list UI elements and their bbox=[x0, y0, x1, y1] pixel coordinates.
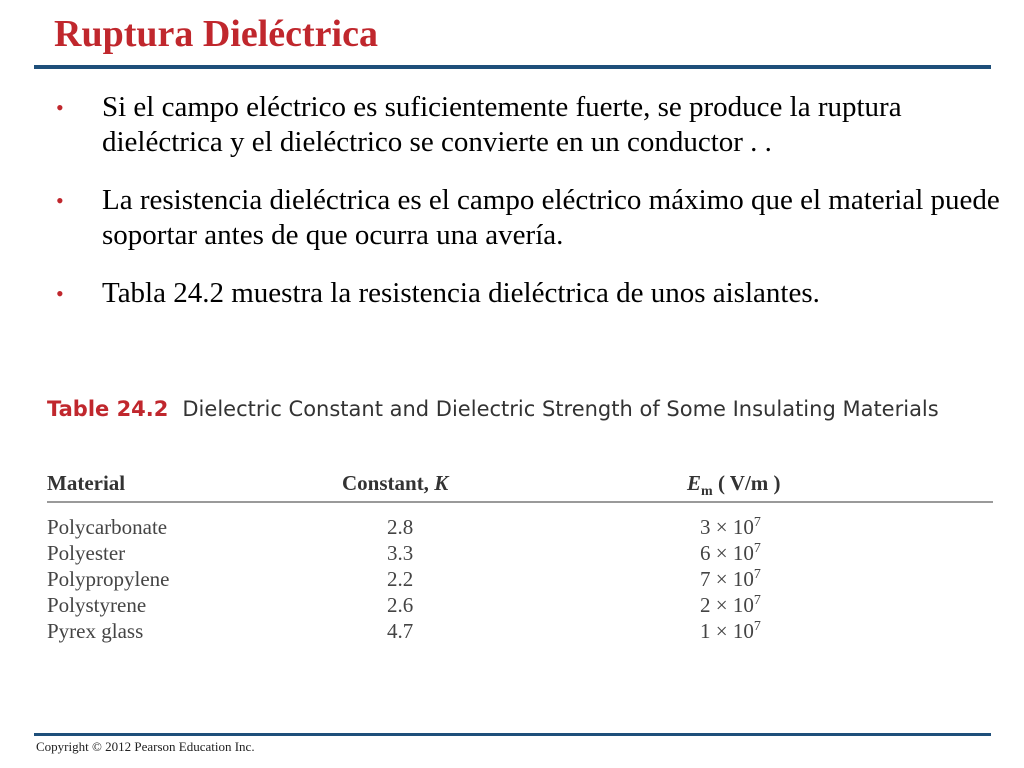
bullet-marker: • bbox=[56, 188, 64, 213]
cell-constant: 2.8 bbox=[387, 515, 414, 539]
table-row bbox=[47, 567, 993, 593]
cell-material: Polycarbonate bbox=[47, 515, 168, 539]
cell-em bbox=[700, 593, 761, 618]
title-divider bbox=[34, 65, 991, 69]
table-caption: Dielectric Constant and Dielectric Strength of Some Insulating Materials bbox=[182, 397, 939, 421]
table-header-row bbox=[47, 471, 993, 499]
cell-constant: 2.2 bbox=[387, 567, 414, 591]
header-em-symbol: E bbox=[687, 471, 702, 495]
cell-em bbox=[700, 567, 761, 592]
table-row bbox=[47, 619, 993, 645]
cell-em-mantissa: 6 × 10 bbox=[700, 541, 754, 565]
bullet-list bbox=[56, 90, 1006, 334]
cell-material: Polypropylene bbox=[47, 567, 170, 591]
header-constant-prefix: Constant, bbox=[342, 471, 435, 495]
cell-em bbox=[700, 541, 761, 566]
footer-divider bbox=[34, 733, 991, 736]
cell-em-mantissa: 3 × 10 bbox=[700, 515, 754, 539]
bullet-text: Tabla 24.2 muestra la resistencia dieléctrica de unos aislantes. bbox=[102, 277, 820, 309]
table-row bbox=[47, 593, 993, 619]
cell-em-mantissa: 2 × 10 bbox=[700, 593, 754, 617]
bullet-item bbox=[56, 90, 1006, 160]
cell-em bbox=[700, 619, 761, 644]
bullet-item bbox=[56, 276, 1006, 311]
header-constant-symbol: K bbox=[434, 471, 449, 495]
cell-em-exponent: 7 bbox=[753, 515, 761, 530]
header-constant bbox=[342, 471, 448, 496]
header-em-subscript: m bbox=[701, 484, 713, 500]
cell-em-exponent: 7 bbox=[753, 593, 761, 608]
bullet-text: Si el campo eléctrico es suficientemente fuerte, se produce la ruptura dieléctrica y el dieléctrico se convierte en un conductor . . bbox=[102, 91, 902, 158]
cell-em bbox=[700, 515, 761, 540]
slide-title: Ruptura Dieléctrica bbox=[54, 13, 378, 55]
cell-material: Polyester bbox=[47, 541, 126, 565]
cell-constant: 4.7 bbox=[387, 619, 414, 643]
table-row bbox=[47, 541, 993, 567]
table-heading bbox=[47, 397, 939, 421]
header-material: Material bbox=[47, 471, 126, 495]
cell-em-exponent: 7 bbox=[753, 619, 761, 634]
table-body bbox=[47, 515, 993, 645]
cell-material: Polystyrene bbox=[47, 593, 147, 617]
cell-em-mantissa: 7 × 10 bbox=[700, 567, 754, 591]
bullet-marker: • bbox=[56, 95, 64, 120]
copyright-text: Copyright © 2012 Pearson Education Inc. bbox=[36, 739, 255, 754]
bullet-text: La resistencia dieléctrica es el campo eléctrico máximo que el material puede soportar antes de que ocurra una avería. bbox=[102, 184, 1000, 251]
cell-constant: 3.3 bbox=[387, 541, 414, 565]
header-divider bbox=[47, 501, 993, 503]
cell-em-exponent: 7 bbox=[753, 567, 761, 582]
table-row bbox=[47, 515, 993, 541]
bullet-item bbox=[56, 183, 1006, 253]
cell-em-exponent: 7 bbox=[753, 541, 761, 556]
bullet-marker: • bbox=[56, 281, 64, 306]
cell-material: Pyrex glass bbox=[47, 619, 144, 643]
cell-em-mantissa: 1 × 10 bbox=[700, 619, 754, 643]
cell-constant: 2.6 bbox=[387, 593, 414, 617]
header-em bbox=[687, 471, 781, 500]
header-em-unit: ( V/m ) bbox=[712, 471, 781, 495]
table-label: Table 24.2 bbox=[47, 397, 169, 421]
